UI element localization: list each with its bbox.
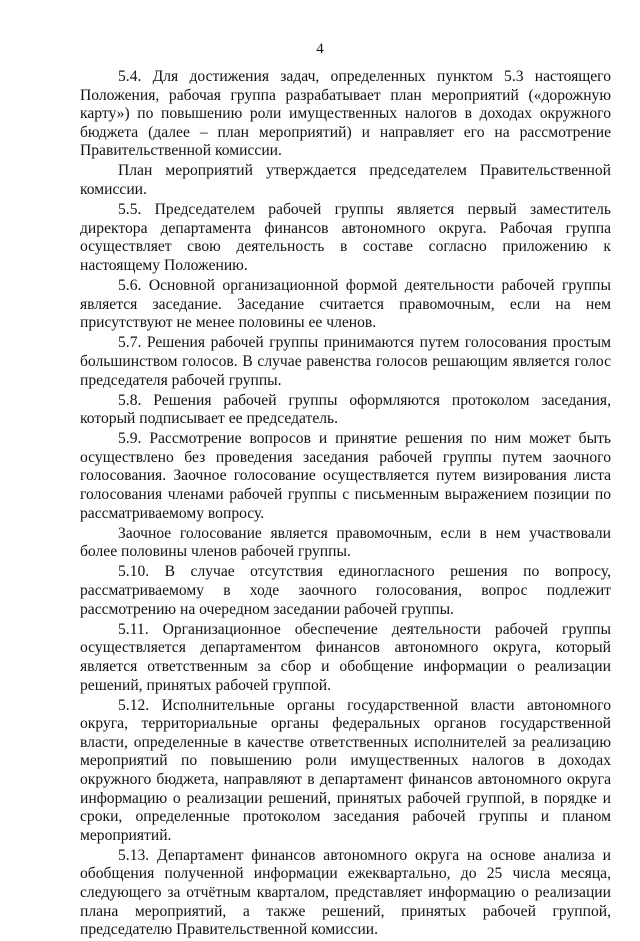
paragraph-5-6: 5.6. Основной организационной формой деятельности рабочей группы является заседание. Заседание считается правомочным, если на нем присутствуют не менее половины ее членов.: [80, 277, 611, 332]
paragraph-5-4: 5.4. Для достижения задач, определенных пунктом 5.3 настоящего Положения, рабочая группа разрабатывает план мероприятий («дорожную карту») по повышению роли имущественных налогов в доходах окружного бюджета (далее – план мероприятий) и направляет его на рассмотрение Правительственной комиссии.: [80, 68, 611, 160]
paragraph-5-11: 5.11. Организационное обеспечение деятельности рабочей группы осуществляется департаментом финансов автономного округа, который является ответственным за сбор и обобщение информации о реализации решений, принятых рабочей группой.: [80, 620, 611, 694]
paragraph-5-5: 5.5. Председателем рабочей группы является первый заместитель директора департамента финансов автономного округа. Рабочая группа осуществляет свою деятельность в составе согласно приложению к настоящему Положению.: [80, 201, 611, 274]
page-number: 4: [316, 41, 324, 57]
paragraph-plan-approval: План мероприятий утверждается председателем Правительственной комиссии.: [80, 162, 611, 199]
paragraph-5-10: 5.10. В случае отсутствия единогласного решения по вопросу, рассматриваемому в ходе заочного голосования, вопрос подлежит рассмотрению на очередном заседании рабочей группы.: [80, 563, 611, 618]
paragraph-absentee-vote: Заочное голосование является правомочным, если в нем участвовали более половины членов рабочей группы.: [80, 524, 611, 561]
paragraph-5-8: 5.8. Решения рабочей группы оформляются протоколом заседания, который подписывает ее председатель.: [80, 391, 611, 428]
paragraph-5-9: 5.9. Рассмотрение вопросов и принятие решения по ним может быть осуществлено без проведения заседания рабочей группы путем заочного голосования. Заочное голосование осуществляется путем визирования листа голосования членами рабочей группы с письменным выражением позиции по рассматриваемому вопросу.: [80, 430, 611, 522]
document-body: [80, 68, 611, 941]
paragraph-5-7: 5.7. Решения рабочей группы принимаются путем голосования простым большинством голосов. В случае равенства голосов решающим является голос председателя рабочей группы.: [80, 334, 611, 389]
paragraph-5-12: 5.12. Исполнительные органы государственной власти автономного округа, территориальные органы федеральных органов государственной власти, определенные в качестве ответственных исполнителей за реализацию мероприятий по повышению роли имущественных налогов в доходах окружного бюджета, направляют в департамент финансов автономного округа информацию о реализации решений, принятых рабочей группой, в порядке и сроки, определенные протоколом заседания рабочей группы и планом мероприятий.: [80, 696, 611, 844]
paragraph-5-13: 5.13. Департамент финансов автономного округа на основе анализа и обобщения полученной информации ежеквартально, до 25 числа месяца, следующего за отчётным кварталом, представляет информацию о реализации плана мероприятий, а также решений, принятых рабочей группой, председателю Правительственной комиссии.: [80, 846, 611, 939]
